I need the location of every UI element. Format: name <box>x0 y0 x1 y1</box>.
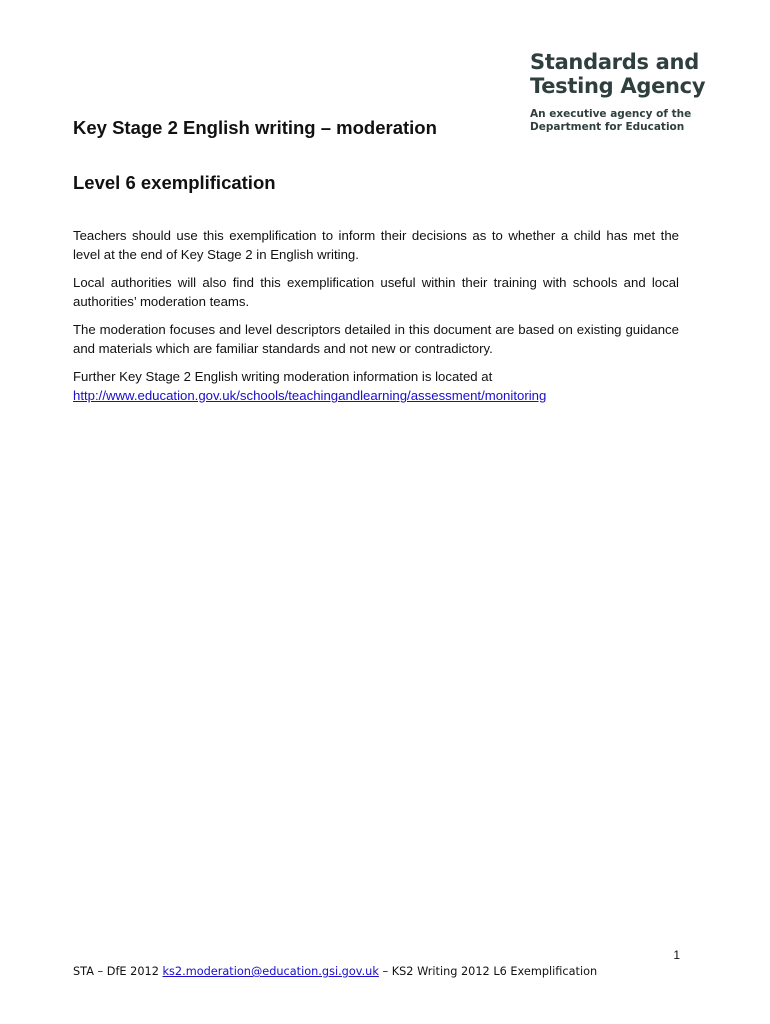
page-footer <box>73 964 597 980</box>
logo-title-line1: Standards and <box>530 50 699 74</box>
paragraph-moderation-focuses: The moderation focuses and level descriptors detailed in this document are based on existing guidance and materials which are familiar standards and not new or contradictory. <box>73 322 679 356</box>
further-info-text: Further Key Stage 2 English writing moderation information is located at <box>73 369 493 384</box>
logo-sub-line2: Department for Education <box>530 121 685 133</box>
page-number: 1 <box>673 948 680 962</box>
logo-title-line2: Testing Agency <box>530 74 706 98</box>
paragraph-further-info <box>73 367 679 405</box>
logo-sub-line1: An executive agency of the <box>530 108 692 120</box>
footer-prefix: STA – DfE 2012 <box>73 965 163 978</box>
sta-logo <box>530 50 750 134</box>
logo-title <box>530 50 750 98</box>
paragraph-teachers: Teachers should use this exemplification to inform their decisions as to whether a child has met the level at the end of Key Stage 2 in English writing. <box>73 228 679 262</box>
document-subtitle: Level 6 exemplification <box>73 172 276 193</box>
document-title: Key Stage 2 English writing – moderation <box>73 117 437 138</box>
paragraph-local-authorities: Local authorities will also find this exemplification useful within their training with schools and local authorities’ moderation teams. <box>73 275 679 309</box>
document-body <box>73 226 679 414</box>
monitoring-link[interactable]: http://www.education.gov.uk/schools/teachingandlearning/assessment/monitoring <box>73 388 547 403</box>
logo-subtitle <box>530 108 750 134</box>
footer-suffix: – KS2 Writing 2012 L6 Exemplification <box>378 965 598 978</box>
footer-email-link[interactable]: ks2.moderation@education.gsi.gov.uk <box>162 965 379 978</box>
